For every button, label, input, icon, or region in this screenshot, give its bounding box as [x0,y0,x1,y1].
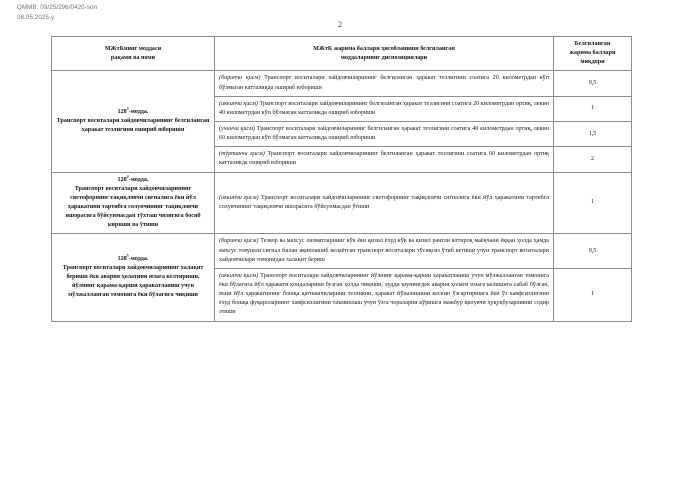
table-header-row [52,37,632,71]
table-row [52,71,632,96]
table-header [52,37,632,71]
disposition-cell [215,147,554,172]
points-cell: 0,5 [554,234,632,268]
disposition-cell [215,71,554,96]
disposition-cell [215,172,554,234]
points-cell: 1 [554,96,632,121]
column-header-points-line1: Белгиланган [574,41,611,47]
disposition-part-label: (иккинчи қисм) [219,194,259,201]
column-header-disposition [215,37,554,71]
regulation-table [51,36,632,322]
points-cell: 1,5 [554,121,632,146]
disposition-text: Транспорт воситалари хайдовчиларининг светофорнинг тақиқловчи сигналига ёки йўл ҳаракатини тартибга солувчининг тақиқловчи ишорасига бўйсунмасдан ўтиши [219,194,549,210]
disposition-part-label: (тўртинчи қисм) [219,151,265,158]
column-header-article-line2: рақами ва номи [110,54,156,61]
disposition-part-label: (учинчи қисм) [219,125,256,132]
regulation-table-container [51,36,631,322]
article-suffix: -модда. [128,255,149,262]
header-reference-line: QMMB: 09/25/296/0420-son [17,4,98,11]
disposition-text: Транспорт воситалари хайдовчиларининг белгиланган ҳаракат тезлигини соатига 40 километрдан ортиқ, лекин 60 километрдан кўп бўлмаган катталикда ошириб юбориши [219,125,549,142]
disposition-text: Тезкор ва махсус хизматларнинг кўк ёки қизил ёхуд кўк ва қизил рангли ялтироқ маёқчани ёққан ҳолда ҳамда махсус товушли сигнал билан яқинлашиб келаётган транспорт воситалари тўсиқсиз ўтиб кетиши учун транспорт воситалари хайдовчилари томонидан халақит бериш [219,238,549,263]
disposition-cell [215,121,554,146]
article-cell [52,234,215,321]
points-cell: 1 [554,268,632,321]
points-cell: 2 [554,147,632,172]
article-cell [52,71,215,172]
article-cell [52,172,215,234]
column-header-points-line2: жарима баллари [569,50,616,57]
points-cell: 0,5 [554,71,632,96]
points-cell: 1 [554,172,632,234]
table-row [52,234,632,268]
table-row [52,172,632,234]
article-title: Транспорт воситалари хайдовчиларининг белгиланган ҳаракат тезлигини ошириб юбориши [56,117,210,134]
article-suffix: -модда. [128,176,149,183]
article-superscript: 4 [126,173,129,179]
disposition-part-label: (иккинчи қисм) [219,272,259,279]
disposition-cell [215,268,554,321]
article-number: 128 [117,255,127,262]
disposition-part-label: (иккинчи қисм) [219,100,258,107]
article-title: Транспорт воситалари хайдовчиларининг халақит бериши ёки авария ҳолатини юзага келтириши, йўлнинг қарама-қарши ҳаракатланиш учун мўлжалланган томонига ёки бўлагига чиқиши [62,264,204,299]
disposition-cell [215,234,554,268]
disposition-part-label: (биринчи қисм) [219,238,259,245]
column-header-disposition-line2: моддаларнинг диспозициялари [340,54,428,61]
column-header-disposition-line1: МЖтК жарима баллари ҳисобланиши белгиланган [313,45,455,52]
article-title: Транспорт воситалари хайдовчиларининг светофорнинг тақиқловчи сигналига ёки йўл ҳаракатини тартибга солувчининг тақиқловчи ишорасига бўйсунмасдан тўхташ чизиғига босиб кириши ва ўтиши [65,185,201,229]
disposition-text: Транспорт воситалари хайдовчиларининг белгиланган ҳаракат тезлигини соатига 20 километрдан ортиқ, лекин 40 километрдан кўп бўлмаган катталикда ошириб юбориши [219,100,549,116]
article-number: 128 [117,176,127,183]
column-header-article [52,37,215,71]
disposition-text: Транспорт воситалари хайдовчиларининг белгиланган ҳаракат тезлигини соатига 20 километрдан кўп бўлмаган катталикда ошириб юбориши [219,75,549,91]
column-header-points [554,37,632,71]
table-body [52,71,632,321]
column-header-article-line1: МЖтКнинг моддаси [104,45,162,52]
article-superscript: 3 [126,105,129,111]
disposition-part-label: (биринчи қисм) [219,75,261,82]
column-header-points-line3: миқдори [580,59,605,66]
disposition-text: Транспорт воситалари хайдовчиларининг белгиланган ҳаракат тезлигини соатига 60 километрдан ортиқ катталикда ошириб юбориши [219,151,549,167]
disposition-cell [215,96,554,121]
article-number: 128 [117,108,127,115]
header-date-line: 08.05.2025-y [17,13,55,21]
article-superscript: 5 [126,252,129,258]
page-number: 2 [338,20,342,29]
disposition-text: Транспорт воситалари хайдовчиларининг йўлнинг қарама-қарши ҳаракатланиш учун мўлжалланган томонига ёки бўлагига йўл ҳаракати қоидаларини бузган ҳолда чиқиши, худди шунингдек авария ҳолати юзага келишига сабаб бўлган, яъни йўл ҳаракатининг бошқа қатнашчиларини тезликни, ҳаракат йўналишини кескин ўзгартиришга ёки ўз хавфсизлигини ёхуд бошқа фуқароларнинг хавфсизлигини таъминлаш учун ўзга чораларни кўришга мажбур қилувчи ҳуқуқбузарликни содир этиши [219,272,549,316]
article-suffix: -модда. [128,108,149,115]
